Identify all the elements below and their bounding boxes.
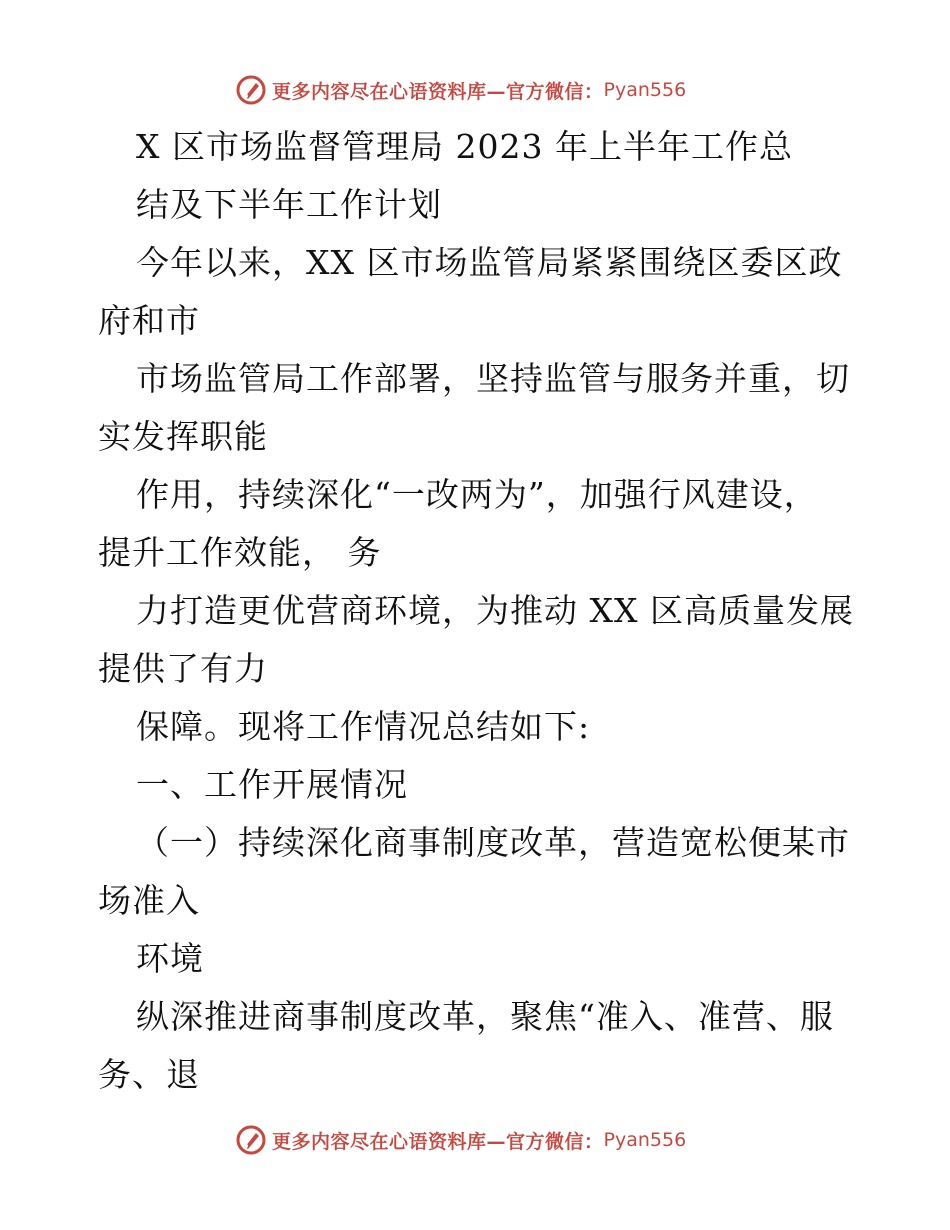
title-line-1: X 区市场监督管理局 2023 年上半年工作总	[136, 127, 793, 166]
paragraph-line: 务、退	[98, 1055, 200, 1094]
paragraph-line: 纵深推进商事制度改革，聚焦“准入、准营、服	[136, 997, 834, 1036]
paragraph-line: 作用，持续深化“一改两为”，加强行风建设，	[136, 475, 818, 514]
header-watermark	[236, 73, 686, 107]
paragraph-line: 实发挥职能	[98, 417, 268, 456]
watermark-wechat-id: Pyan556	[603, 79, 687, 101]
title-line-2: 结及下半年工作计划	[136, 185, 442, 224]
paragraph-line: 府和市	[98, 301, 200, 340]
pen-logo-icon	[236, 75, 266, 105]
paragraph-line: 市场监管局工作部署，坚持监管与服务并重，切	[136, 359, 850, 398]
watermark-text: 更多内容尽在心语资料库—官方微信：	[272, 80, 604, 103]
subsection-heading: （一）持续深化商事制度改革，营造宽松便某市	[136, 823, 850, 862]
section-heading: 一、工作开展情况	[136, 765, 408, 804]
document-body	[98, 118, 858, 1104]
watermark-wechat-id: Pyan556	[603, 1129, 687, 1151]
watermark-text: 更多内容尽在心语资料库—官方微信：	[272, 1130, 604, 1153]
pen-logo-icon	[236, 1125, 266, 1155]
paragraph-line: 提供了有力	[98, 649, 268, 688]
subsection-heading-continued: 环境	[136, 939, 204, 978]
paragraph-line: 今年以来，XX 区市场监管局紧紧围绕区委区政	[136, 243, 843, 282]
paragraph-line: 保障。现将工作情况总结如下:	[136, 707, 591, 746]
subsection-heading-continued: 场准入	[98, 881, 200, 920]
footer-watermark	[236, 1123, 686, 1157]
paragraph-line: 提升工作效能， 务	[98, 533, 382, 572]
paragraph-line: 力打造更优营商环境，为推动 XX 区高质量发展	[136, 591, 854, 630]
